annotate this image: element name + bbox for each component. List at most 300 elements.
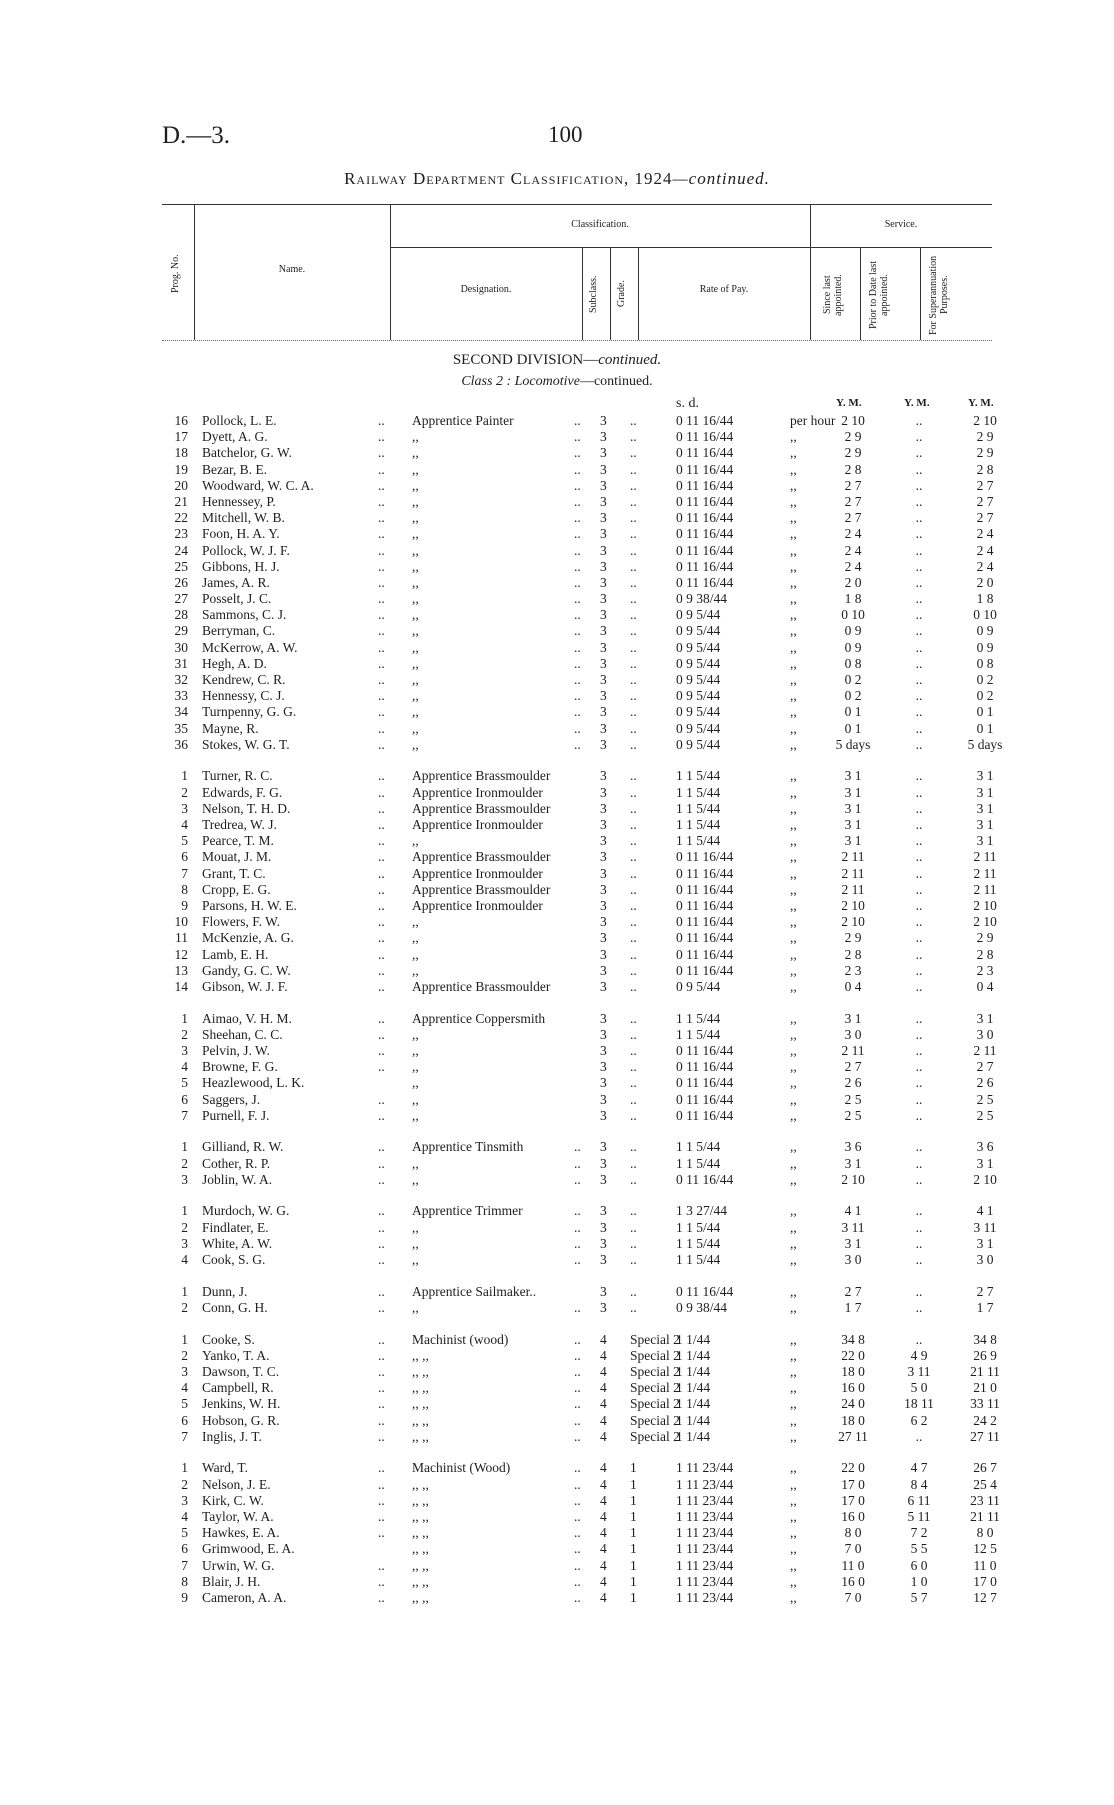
subclass: 4 [600,1363,607,1379]
rate-unit: ,, [790,865,797,881]
rate-unit: ,, [790,962,797,978]
subclass: 3 [600,1252,607,1267]
header-divider [610,247,611,340]
table-row [162,656,1002,672]
rate-of-pay: 0 11 16/44 [676,445,734,461]
rate-of-pay: 0 9 5/44 [676,736,721,752]
grade: .. [630,1235,637,1251]
service-superannuation: 3 1 [976,1155,994,1171]
service-prior: .. [915,1283,923,1299]
table-row [162,429,1002,445]
service-prior: .. [915,688,923,704]
table-row [162,1027,1002,1043]
employee-name: Inglis, J. T. [202,1428,262,1444]
leader-dots: .. [378,1428,385,1444]
prog-no: 29 [174,623,188,639]
rate-of-pay: 1 11 23/44 [676,1525,734,1541]
service-since-last: 0 9 [844,639,862,655]
service-superannuation: 25 4 [973,1476,997,1492]
service-since-last: 2 9 [844,445,862,461]
employee-name: Kirk, C. W. [202,1492,264,1508]
leader-dots: .. [378,1331,385,1347]
employee-name: Urwin, W. G. [202,1557,275,1573]
designation: ,, ,, [412,1508,429,1524]
service-superannuation: 2 7 [976,477,994,493]
prog-no: 13 [174,962,188,978]
employee-name: Joblin, W. A. [202,1171,273,1187]
designation-dots: .. [574,510,581,526]
service-prior: .. [915,833,923,849]
header-divider [860,247,861,340]
service-superannuation: 2 3 [976,962,994,978]
subclass: 3 [600,865,607,881]
service-prior: .. [915,655,923,671]
service-prior: 1 0 [910,1573,928,1589]
designation: ,, ,, [412,1428,429,1444]
table-row [162,672,1002,688]
service-superannuation: 0 4 [976,978,994,994]
prog-no: 6 [181,1091,188,1107]
col-service: Service. [884,219,918,230]
rate-unit: ,, [790,1541,797,1557]
rate-unit: ,, [790,800,797,816]
service-superannuation: 2 7 [976,493,994,509]
col-designation: Designation. [460,284,512,295]
service-prior: .. [915,591,923,607]
subclass: 3 [600,1283,607,1299]
employee-name: Lamb, E. H. [202,946,269,962]
service-superannuation: 2 11 [973,865,997,881]
prog-no: 27 [174,591,188,607]
designation: ,, [412,914,419,930]
document-reference: D.—3. [162,122,231,149]
table-row [162,526,1002,542]
employee-name: Hennessey, P. [202,493,276,509]
designation-dots: .. [574,1525,581,1541]
col-rate-of-pay: Rate of Pay. [699,284,749,295]
grade: .. [630,607,637,623]
rate-of-pay: 1 11 23/44 [676,1476,734,1492]
subclass: 4 [600,1428,607,1444]
leader-dots: .. [378,1010,385,1026]
leader-dots: .. [378,704,385,720]
grade: .. [630,445,637,461]
subclass: 4 [600,1380,607,1396]
designation: ,, ,, [412,1492,429,1508]
designation: Apprentice Trimmer [412,1203,523,1219]
service-since-last: 2 3 [844,962,862,978]
designation-dots: .. [574,736,581,752]
leader-dots: .. [378,1026,385,1042]
subclass: 3 [600,1171,607,1187]
prog-no: 3 [181,1492,188,1508]
service-prior: .. [915,914,923,930]
rate-unit: ,, [790,1492,797,1508]
employee-name: Cook, S. G. [202,1252,266,1267]
rate-unit: ,, [790,720,797,736]
designation: ,, [412,962,419,978]
table-row [162,1059,1002,1075]
service-superannuation: 2 11 [973,881,997,897]
grade: .. [630,1219,637,1235]
prog-no: 2 [181,1299,188,1315]
service-since-last: 2 11 [841,849,865,865]
table-row [162,1284,1002,1300]
service-superannuation: 3 1 [976,833,994,849]
service-superannuation: 3 1 [976,817,994,832]
service-since-last: 2 7 [844,1059,862,1075]
leader-dots: .. [378,655,385,671]
leader-dots: .. [378,623,385,639]
service-since-last: 0 1 [844,704,862,720]
prog-no: 1 [181,768,188,784]
rate-of-pay: 1 1 5/44 [676,833,721,849]
employee-group [162,1284,1002,1316]
table-row [162,1558,1002,1574]
service-prior: .. [915,817,923,832]
leader-dots: .. [378,1203,385,1219]
table-row [162,1509,1002,1525]
subclass: 4 [600,1589,607,1605]
employee-name: Pelvin, J. W. [202,1042,270,1058]
employee-name: Cameron, A. A. [202,1589,287,1605]
rate-of-pay: 1 1/44 [676,1412,711,1428]
subclass: 3 [600,655,607,671]
leader-dots: .. [378,1363,385,1379]
super-units: Y. M. [968,397,994,409]
designation: ,, [412,591,419,607]
table-row [162,1300,1002,1316]
subclass: 3 [600,897,607,913]
service-since-last: 3 0 [844,1252,862,1267]
rate-unit: ,, [790,1508,797,1524]
leader-dots: .. [378,1155,385,1171]
rate-of-pay: 1 11 23/44 [676,1508,734,1524]
rate-of-pay: 0 9 5/44 [676,655,721,671]
subclass: 3 [600,445,607,461]
grade: .. [630,897,637,913]
rate-unit: ,, [790,1155,797,1171]
service-superannuation: 3 0 [976,1252,994,1267]
subclass: 4 [600,1541,607,1557]
prog-no: 25 [174,558,188,574]
service-since-last: 3 1 [844,800,862,816]
rate-of-pay: 1 11 23/44 [676,1460,734,1476]
prog-no: 14 [174,978,188,994]
rate-of-pay: 1 1/44 [676,1331,711,1347]
designation: ,, [412,1299,419,1315]
prog-no: 7 [181,1428,188,1444]
service-prior: 6 11 [907,1492,931,1508]
designation: Apprentice Ironmoulder [412,817,543,832]
service-prior: .. [915,413,923,428]
col-superannuation: For Superannuation Purposes. [928,255,950,335]
employee-name: Cother, R. P. [202,1155,271,1171]
employee-name: Grant, T. C. [202,865,266,881]
table-row [162,930,1002,946]
prog-no: 8 [181,881,188,897]
service-since-last: 2 0 [844,574,862,590]
designation: ,, ,, [412,1412,429,1428]
leader-dots: .. [378,1171,385,1187]
service-prior: 6 0 [910,1557,928,1573]
service-superannuation: 21 11 [970,1508,1000,1524]
service-superannuation: 3 11 [973,1219,997,1235]
grade: .. [630,881,637,897]
prog-no: 1 [181,1139,188,1155]
table-row [162,849,1002,865]
rate-of-pay: 1 1 5/44 [676,1219,721,1235]
rate-of-pay: 0 11 16/44 [676,526,734,542]
grade: Special 2 [630,1331,680,1347]
employee-name: Parsons, H. W. E. [202,897,297,913]
leader-dots: .. [378,1252,385,1267]
designation: Apprentice Brassmoulder [412,800,551,816]
employee-name: Hennessy, C. J. [202,688,285,704]
service-since-last: 4 1 [844,1203,862,1219]
service-superannuation: 2 0 [976,574,994,590]
rate-of-pay: 0 11 16/44 [676,1107,734,1123]
designation: ,, [412,477,419,493]
prog-no: 32 [174,672,188,687]
table-row [162,1541,1002,1557]
rate-of-pay: 0 11 16/44 [676,1091,734,1107]
rate-unit: ,, [790,736,797,752]
designation: ,, [412,493,419,509]
grade: 1 [630,1557,637,1573]
leader-dots: .. [378,413,385,428]
subclass: 3 [600,930,607,946]
grade: Special 2 [630,1347,680,1363]
service-prior: .. [915,1091,923,1107]
table-row [162,898,1002,914]
table-row [162,817,1002,833]
employee-name: Turner, R. C. [202,768,273,784]
grade: .. [630,574,637,590]
service-prior: .. [915,1219,923,1235]
leader-dots: .. [378,978,385,994]
designation: Machinist (Wood) [412,1460,511,1476]
designation-dots: .. [574,688,581,704]
prog-no: 21 [174,493,188,509]
prog-no: 2 [181,1026,188,1042]
grade: 1 [630,1589,637,1605]
employee-group [162,768,1002,995]
service-superannuation: 12 7 [973,1589,997,1605]
rate-unit: ,, [790,623,797,639]
employee-name: Dyett, A. G. [202,429,268,445]
prog-no: 23 [174,526,188,542]
grade: .. [630,413,637,428]
leader-dots: .. [378,1042,385,1058]
service-prior: .. [915,558,923,574]
prog-no: 3 [181,1363,188,1379]
prog-no: 1 [181,1331,188,1347]
designation: ,, [412,510,419,526]
service-superannuation: 2 5 [976,1091,994,1107]
table-row [162,785,1002,801]
leader-dots: .. [378,849,385,865]
rate-of-pay: 0 11 16/44 [676,897,734,913]
rate-of-pay: 0 11 16/44 [676,930,734,946]
table-row [162,445,1002,461]
rate-unit: ,, [790,1460,797,1476]
leader-dots: .. [378,477,385,493]
rate-of-pay: 0 11 16/44 [676,493,734,509]
rate-unit: ,, [790,574,797,590]
prog-no: 26 [174,574,188,590]
rate-of-pay: 0 11 16/44 [676,1042,734,1058]
table-row [162,1396,1002,1412]
service-superannuation: 3 1 [976,1235,994,1251]
service-superannuation: 3 1 [976,768,994,784]
service-prior: .. [915,800,923,816]
subclass: 4 [600,1573,607,1589]
rate-of-pay: 0 11 16/44 [676,865,734,881]
rate-of-pay: 0 9 5/44 [676,720,721,736]
service-since-last: 5 days [835,736,871,752]
subclass: 3 [600,1235,607,1251]
designation-dots: .. [574,607,581,623]
employee-name: Mouat, J. M. [202,849,272,865]
grade: Special 2 [630,1363,680,1379]
designation-dots: .. [574,655,581,671]
service-since-last: 7 0 [844,1589,862,1605]
employee-group [162,1460,1002,1606]
col-prior-to-date: Prior to Date last appointed. [868,260,890,330]
designation-dots: .. [574,461,581,477]
service-superannuation: 2 9 [976,930,994,946]
rate-unit: ,, [790,1026,797,1042]
grade: 1 [630,1508,637,1524]
designation-dots: .. [574,1139,581,1155]
grade: .. [630,526,637,542]
rate-unit: ,, [790,946,797,962]
employee-group [162,1011,1002,1124]
designation: Apprentice Ironmoulder [412,784,543,800]
header-sub-rule [390,247,992,248]
service-since-last: 2 10 [841,914,865,930]
leader-dots: .. [378,445,385,461]
subclass: 4 [600,1508,607,1524]
leader-dots: .. [378,881,385,897]
grade: 1 [630,1541,637,1557]
leader-dots: .. [378,1492,385,1508]
subclass: 4 [600,1492,607,1508]
grade: .. [630,833,637,849]
table-row [162,1460,1002,1476]
leader-dots: .. [378,784,385,800]
leader-dots: .. [378,1573,385,1589]
table-row [162,1590,1002,1606]
designation-dots: .. [574,493,581,509]
employee-name: Heazlewood, L. K. [202,1075,305,1091]
subclass: 3 [600,736,607,752]
rate-unit: ,, [790,655,797,671]
subclass: 3 [600,461,607,477]
subclass: 3 [600,1219,607,1235]
service-superannuation: 0 2 [976,688,994,704]
prog-no: 4 [181,817,188,832]
rate-unit: ,, [790,1557,797,1573]
subclass: 4 [600,1476,607,1492]
designation: ,, ,, [412,1525,429,1541]
grade: Special 2 [630,1412,680,1428]
employee-name: Berryman, C. [202,623,276,639]
service-since-last: 3 1 [844,1010,862,1026]
rate-of-pay: 1 11 23/44 [676,1492,734,1508]
rate-unit: ,, [790,1412,797,1428]
grade: 1 [630,1476,637,1492]
grade: .. [630,1203,637,1219]
service-superannuation: 4 1 [976,1203,994,1219]
employee-name: Flowers, F. W. [202,914,281,930]
employee-name: Bezar, B. E. [202,461,268,477]
designation-dots: .. [574,1299,581,1315]
table-row [162,704,1002,720]
rate-of-pay: 0 11 16/44 [676,1171,734,1187]
employee-name: Browne, F. G. [202,1059,278,1075]
prog-no: 34 [174,704,188,720]
service-prior: .. [915,672,923,687]
prog-no: 4 [181,1059,188,1075]
service-superannuation: 0 1 [976,704,994,720]
rate-unit: ,, [790,461,797,477]
leader-dots: .. [378,461,385,477]
service-since-last: 16 0 [841,1573,865,1589]
table-row [162,1574,1002,1590]
prog-no: 5 [181,1396,188,1412]
rate-of-pay: 0 9 5/44 [676,978,721,994]
service-superannuation: 2 9 [976,445,994,461]
rate-of-pay: 1 11 23/44 [676,1541,734,1557]
rate-of-pay: 1 1 5/44 [676,768,721,784]
table-row [162,1220,1002,1236]
table-row [162,607,1002,623]
prog-no: 3 [181,1235,188,1251]
table-row [162,1075,1002,1091]
employee-name: Posselt, J. C. [202,591,272,607]
rate-unit: ,, [790,1171,797,1187]
designation-dots: .. [574,477,581,493]
prog-no: 1 [181,1203,188,1219]
service-since-last: 0 10 [841,607,865,623]
employee-name: Woodward, W. C. A. [202,477,314,493]
employee-name: Stokes, W. G. T. [202,736,290,752]
designation: ,, ,, [412,1573,429,1589]
designation: ,, [412,1091,419,1107]
service-prior: .. [915,1059,923,1075]
prog-no: 11 [175,930,188,946]
grade: .. [630,591,637,607]
service-prior: .. [915,477,923,493]
rate-of-pay: 0 9 5/44 [676,672,721,687]
rate-of-pay: 0 11 16/44 [676,413,734,428]
rate-of-pay: 1 11 23/44 [676,1589,734,1605]
subclass: 3 [600,672,607,687]
prog-no: 18 [174,445,188,461]
rate-of-pay: 0 11 16/44 [676,914,734,930]
service-superannuation: 0 8 [976,655,994,671]
service-since-last: 27 11 [838,1428,868,1444]
subclass: 4 [600,1557,607,1573]
designation-dots: .. [574,526,581,542]
division-label: SECOND DIVISION— [452,352,599,368]
employee-name: Hobson, G. R. [202,1412,280,1428]
table-row [162,1525,1002,1541]
grade: .. [630,623,637,639]
table-row [162,591,1002,607]
